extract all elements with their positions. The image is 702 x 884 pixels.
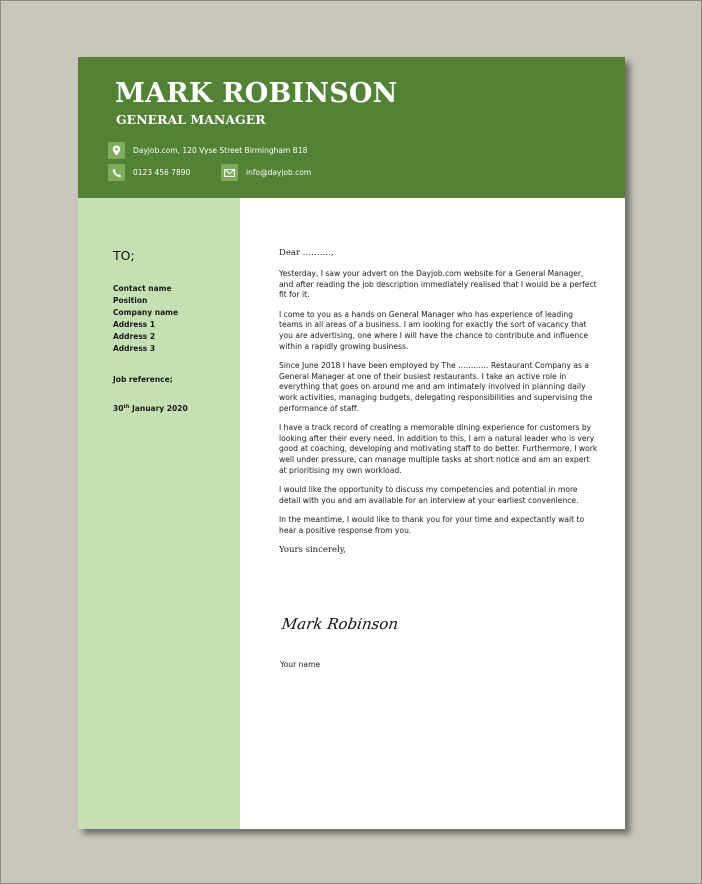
- recipient-details: [113, 283, 178, 355]
- recipient-address-2: Address 2: [113, 332, 156, 341]
- map-pin-icon: [108, 142, 125, 159]
- date-month-year: January 2020: [129, 404, 188, 413]
- cover-letter-page: [78, 57, 625, 829]
- recipient-company-name: Company name: [113, 308, 179, 317]
- letter-paragraph: In the meantime, I would like to thank you for your time and expectantly wait to hear a positive response from you.: [279, 515, 585, 535]
- job-title: GENERAL MANAGER: [116, 112, 266, 127]
- applicant-name: MARK ROBINSON: [115, 78, 398, 109]
- email-text[interactable]: info@dayjob.com: [246, 168, 312, 177]
- address-line: [108, 142, 307, 159]
- recipient-position: Position: [113, 296, 148, 305]
- letter-date: [113, 404, 188, 413]
- recipient-contact-name: Contact name: [113, 284, 172, 293]
- email-icon: [221, 164, 238, 181]
- letter-body: [279, 248, 599, 555]
- closing: Yours sincerely,: [279, 545, 347, 556]
- letter-paragraph: I come to you as a hands on General Manager who has experience of leading teams in all areas of a business. I am looking for exactly the sort of vacancy that you are advertising, one where I will have the chance to contribute and influence within a rapidly growing business.: [279, 309, 589, 351]
- phone-line: [108, 164, 190, 181]
- recipient-address-1: Address 1: [113, 320, 156, 329]
- salutation: Dear ……….,: [279, 248, 334, 258]
- letter-paragraph: I would like the opportunity to discuss my competencies and potential in more detail with you and am available for an interview at your earliest convenience.: [279, 485, 579, 505]
- your-name: Your name: [280, 660, 321, 669]
- email-line[interactable]: [221, 164, 311, 181]
- header-banner: [78, 57, 625, 198]
- phone-text: 0123 456 7890: [133, 168, 191, 177]
- phone-icon: [108, 164, 125, 181]
- recipient-sidebar: [78, 198, 240, 829]
- letter-paragraph: I have a track record of creating a memorable dining experience for customers by looking after their every need. In addition to this, I am a natural leader who is very good at coaching, developing and motivating staff to do better. Furthermore, I work well under pressure, can manage multiple tasks at short notice and am an expert at prioritising my own workload.: [279, 423, 598, 475]
- letter-paragraph: Yesterday, I saw your advert on the Dayjob.com website for a General Manager, and after reading the job description immediately realised that I would be a perfect fit for it.: [279, 269, 597, 300]
- job-reference: Job reference;: [113, 375, 173, 384]
- address-text: Dayjob.com, 120 Vyse Street Birmingham B18: [133, 146, 308, 155]
- letter-paragraph: Since June 2018 I have been employed by The ………… Restaurant Company as a General Manager at one of their busiest restaurants. I take an active role in everything that goes on around me and am intimately involved in planning daily work activities, managing budgets, delegating responsibilities and supervising the performance of staff.: [279, 361, 593, 413]
- date-suffix: th: [123, 404, 130, 410]
- recipient-address-3: Address 3: [113, 344, 156, 353]
- date-day: 30: [113, 404, 124, 413]
- to-label: TO;: [113, 248, 135, 263]
- signature: Mark Robinson: [280, 615, 400, 633]
